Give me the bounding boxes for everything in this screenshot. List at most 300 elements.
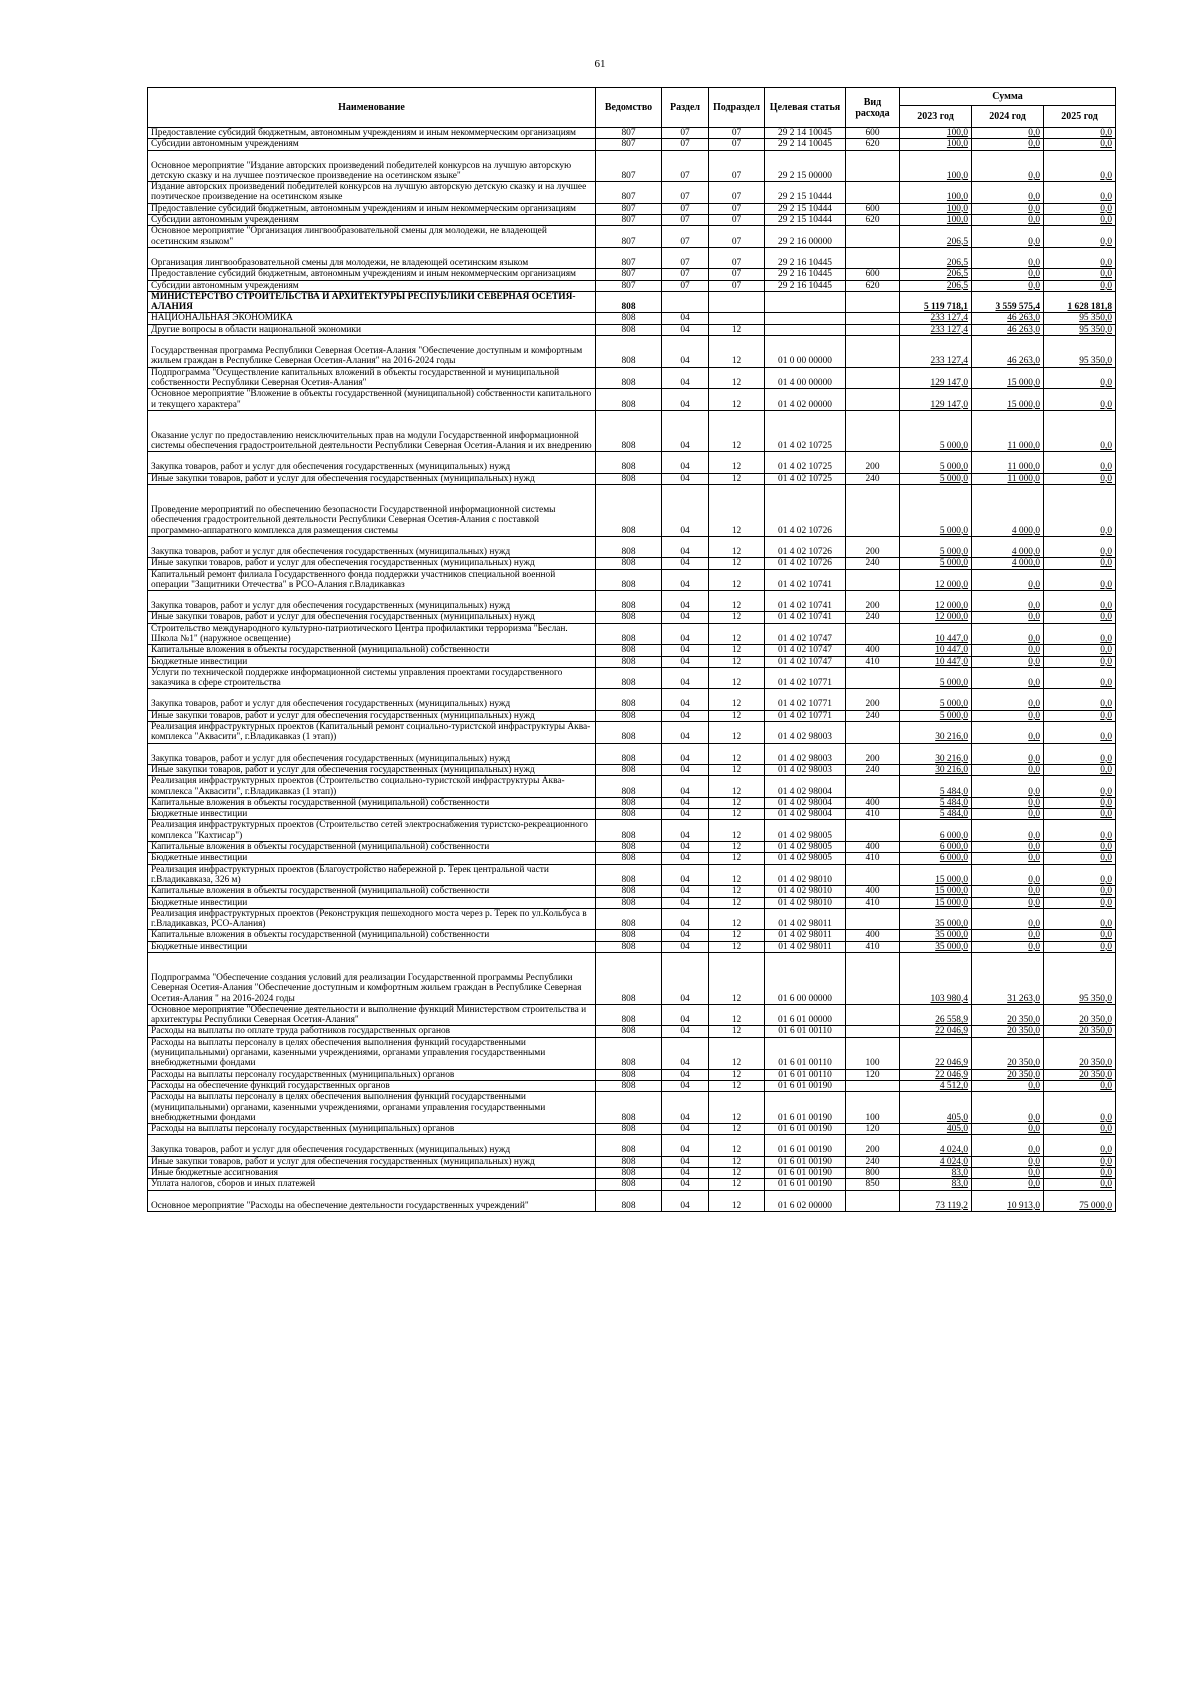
cell-target: 01 6 01 00000: [765, 1004, 846, 1026]
cell-razdel: 04: [662, 710, 709, 721]
cell-name: Реализация инфраструктурных проектов (Реконструкция пешеходного моста через р. Терек по ул.Кольбуса в г.Владикавказ, РСО-Алания): [148, 908, 596, 930]
cell-vid: 620: [846, 139, 900, 150]
cell-y2024: 0,0: [972, 820, 1044, 842]
cell-razdel: 04: [662, 1135, 709, 1156]
cell-y2024: 20 350,0: [972, 1037, 1044, 1069]
cell-vedomstvo: 808: [596, 612, 662, 623]
table-row: [148, 280, 1116, 291]
cell-y2023: 12 000,0: [900, 612, 972, 623]
cell-name: Основное мероприятие "Обеспечение деятельности и выполнение функций Министерством строительства и архитектуры Республики Северная Осетия-Алания": [148, 1004, 596, 1026]
cell-name: Иные закупки товаров, работ и услуг для обеспечения государственных (муниципальных) нужд: [148, 558, 596, 569]
cell-podrazdel: 07: [709, 150, 765, 182]
cell-name: Предоставление субсидий бюджетным, автономным учреждениям и иным некоммерческим организациям: [148, 128, 596, 139]
cell-vid: [846, 182, 900, 204]
cell-podrazdel: 07: [709, 182, 765, 204]
cell-vid: 410: [846, 897, 900, 908]
cell-y2024: 0,0: [972, 864, 1044, 886]
cell-y2024: 0,0: [972, 591, 1044, 612]
cell-y2024: 0,0: [972, 623, 1044, 645]
cell-y2023: 4 512,0: [900, 1080, 972, 1091]
cell-y2024: 0,0: [972, 853, 1044, 864]
cell-name: НАЦИОНАЛЬНАЯ ЭКОНОМИКА: [148, 313, 596, 324]
cell-y2025: 0,0: [1044, 473, 1116, 484]
cell-vid: 200: [846, 452, 900, 473]
cell-razdel: 04: [662, 1069, 709, 1080]
cell-vedomstvo: 808: [596, 722, 662, 744]
cell-name: Реализация инфраструктурных проектов (Благоустройство набережной р. Терек центральной части г.Владикавказа, 326 м): [148, 864, 596, 886]
cell-podrazdel: 12: [709, 886, 765, 897]
cell-y2023: 4 024,0: [900, 1156, 972, 1167]
header-name: Наименование: [148, 88, 596, 128]
cell-y2025: 0,0: [1044, 667, 1116, 689]
cell-podrazdel: 12: [709, 776, 765, 798]
table-row: [148, 809, 1116, 820]
cell-vid: 850: [846, 1179, 900, 1190]
cell-y2023: 83,0: [900, 1179, 972, 1190]
cell-vedomstvo: 807: [596, 215, 662, 226]
table-row: [148, 269, 1116, 280]
cell-podrazdel: 07: [709, 269, 765, 280]
cell-target: 01 4 02 98010: [765, 886, 846, 897]
cell-vid: 240: [846, 612, 900, 623]
cell-vedomstvo: 808: [596, 313, 662, 324]
cell-y2025: 0,0: [1044, 689, 1116, 710]
cell-podrazdel: 12: [709, 953, 765, 1005]
cell-y2024: 3 559 575,4: [972, 291, 1044, 313]
cell-razdel: 04: [662, 645, 709, 656]
cell-razdel: 04: [662, 623, 709, 645]
cell-razdel: 04: [662, 612, 709, 623]
cell-podrazdel: 12: [709, 764, 765, 775]
cell-name: Бюджетные инвестиции: [148, 809, 596, 820]
cell-name: Расходы на выплаты персоналу в целях обеспечения выполнения функций государственными (муниципальными) органами, казенными учреждениями, органами управления государственными внебюджетными фондами: [148, 1092, 596, 1124]
cell-name: Основное мероприятие "Издание авторских произведений победителей конкурсов на лучшую авторскую детскую сказку и на лучшее поэтическое произведение на осетинском языке": [148, 150, 596, 182]
cell-name: Капитальные вложения в объекты государственной (муниципальной) собственности: [148, 645, 596, 656]
cell-razdel: 04: [662, 591, 709, 612]
cell-target: 29 2 16 00000: [765, 226, 846, 248]
cell-name: Основное мероприятие "Расходы на обеспечение деятельности государственных учреждений": [148, 1190, 596, 1211]
cell-target: 01 4 02 98010: [765, 897, 846, 908]
table-row: [148, 473, 1116, 484]
cell-vedomstvo: 808: [596, 776, 662, 798]
cell-vid: [846, 485, 900, 537]
cell-y2025: 0,0: [1044, 820, 1116, 842]
cell-target: 01 4 02 98011: [765, 941, 846, 952]
cell-y2024: 0,0: [972, 1092, 1044, 1124]
cell-y2024: 0,0: [972, 667, 1044, 689]
cell-podrazdel: 12: [709, 1092, 765, 1124]
cell-y2023: 5 000,0: [900, 689, 972, 710]
table-row: [148, 291, 1116, 313]
cell-y2023: 5 000,0: [900, 410, 972, 452]
cell-vid: 800: [846, 1168, 900, 1179]
cell-razdel: 04: [662, 864, 709, 886]
cell-vid: 400: [846, 797, 900, 808]
table-row: [148, 558, 1116, 569]
cell-y2025: 75 000,0: [1044, 1190, 1116, 1211]
cell-razdel: 04: [662, 722, 709, 744]
table-row: [148, 139, 1116, 150]
cell-name: МИНИСТЕРСТВО СТРОИТЕЛЬСТВА И АРХИТЕКТУРЫ РЕСПУБЛИКИ СЕВЕРНАЯ ОСЕТИЯ-АЛАНИЯ: [148, 291, 596, 313]
cell-target: 01 4 02 98011: [765, 908, 846, 930]
cell-vedomstvo: 808: [596, 1004, 662, 1026]
table-header: [148, 88, 1116, 128]
cell-razdel: 04: [662, 1080, 709, 1091]
cell-vid: 600: [846, 203, 900, 214]
cell-vid: 400: [846, 645, 900, 656]
cell-vid: [846, 722, 900, 744]
cell-razdel: 07: [662, 280, 709, 291]
cell-y2025: 0,0: [1044, 1168, 1116, 1179]
cell-vedomstvo: 808: [596, 1179, 662, 1190]
cell-y2025: 20 350,0: [1044, 1026, 1116, 1037]
cell-y2025: 0,0: [1044, 864, 1116, 886]
header-vid: Вид расхода: [846, 88, 900, 128]
cell-y2023: 73 119,2: [900, 1190, 972, 1211]
cell-target: 01 4 02 10725: [765, 452, 846, 473]
cell-target: 01 4 02 98005: [765, 820, 846, 842]
cell-y2023: 206,5: [900, 247, 972, 268]
cell-y2023: 35 000,0: [900, 941, 972, 952]
cell-y2023: 22 046,9: [900, 1026, 972, 1037]
cell-y2025: 0,0: [1044, 139, 1116, 150]
cell-y2025: 0,0: [1044, 645, 1116, 656]
cell-vedomstvo: 808: [596, 1168, 662, 1179]
table-row: [148, 150, 1116, 182]
cell-name: Уплата налогов, сборов и иных платежей: [148, 1179, 596, 1190]
cell-vid: 120: [846, 1069, 900, 1080]
cell-y2024: 0,0: [972, 612, 1044, 623]
table-row: [148, 1080, 1116, 1091]
cell-y2025: 0,0: [1044, 452, 1116, 473]
cell-y2023: 35 000,0: [900, 908, 972, 930]
cell-vedomstvo: 808: [596, 842, 662, 853]
cell-vedomstvo: 808: [596, 953, 662, 1005]
header-razdel: Раздел: [662, 88, 709, 128]
cell-razdel: 04: [662, 820, 709, 842]
cell-razdel: 04: [662, 1168, 709, 1179]
cell-podrazdel: 12: [709, 1004, 765, 1026]
cell-razdel: 04: [662, 1156, 709, 1167]
cell-vid: [846, 820, 900, 842]
cell-podrazdel: 12: [709, 1190, 765, 1211]
cell-podrazdel: 12: [709, 1168, 765, 1179]
cell-podrazdel: 07: [709, 215, 765, 226]
cell-podrazdel: 12: [709, 536, 765, 557]
cell-razdel: 07: [662, 139, 709, 150]
cell-vedomstvo: 808: [596, 336, 662, 368]
cell-y2024: 11 000,0: [972, 410, 1044, 452]
cell-name: Другие вопросы в области национальной экономики: [148, 324, 596, 335]
cell-vedomstvo: 807: [596, 247, 662, 268]
cell-name: Бюджетные инвестиции: [148, 897, 596, 908]
cell-target: 01 4 02 10741: [765, 591, 846, 612]
cell-y2023: 15 000,0: [900, 886, 972, 897]
cell-y2024: 0,0: [972, 797, 1044, 808]
cell-y2025: 0,0: [1044, 269, 1116, 280]
cell-y2023: 5 000,0: [900, 536, 972, 557]
cell-y2023: 10 447,0: [900, 623, 972, 645]
cell-y2024: 4 000,0: [972, 485, 1044, 537]
cell-target: 01 4 02 00000: [765, 389, 846, 411]
table-row: [148, 864, 1116, 886]
table-row: [148, 1004, 1116, 1026]
cell-vid: 200: [846, 1135, 900, 1156]
cell-y2025: 0,0: [1044, 656, 1116, 667]
cell-podrazdel: 12: [709, 569, 765, 591]
cell-razdel: 04: [662, 897, 709, 908]
table-row: [148, 485, 1116, 537]
cell-razdel: 07: [662, 226, 709, 248]
cell-y2023: 30 216,0: [900, 722, 972, 744]
cell-target: 01 4 02 10726: [765, 485, 846, 537]
cell-name: Закупка товаров, работ и услуг для обеспечения государственных (муниципальных) нужд: [148, 743, 596, 764]
cell-target: 01 6 01 00190: [765, 1168, 846, 1179]
cell-vid: 240: [846, 710, 900, 721]
cell-y2025: 95 350,0: [1044, 313, 1116, 324]
cell-vedomstvo: 808: [596, 853, 662, 864]
table-row: [148, 389, 1116, 411]
cell-vedomstvo: 808: [596, 1156, 662, 1167]
cell-y2024: 0,0: [972, 645, 1044, 656]
cell-y2023: 6 000,0: [900, 853, 972, 864]
cell-podrazdel: 12: [709, 389, 765, 411]
cell-y2024: 0,0: [972, 1135, 1044, 1156]
cell-vid: [846, 908, 900, 930]
cell-razdel: 07: [662, 182, 709, 204]
cell-vid: [846, 1080, 900, 1091]
table-row: [148, 410, 1116, 452]
cell-y2023: 100,0: [900, 215, 972, 226]
cell-target: 29 2 14 10045: [765, 139, 846, 150]
cell-razdel: 07: [662, 269, 709, 280]
cell-name: Бюджетные инвестиции: [148, 656, 596, 667]
cell-name: Субсидии автономным учреждениям: [148, 139, 596, 150]
cell-target: 01 6 01 00190: [765, 1080, 846, 1091]
cell-name: Бюджетные инвестиции: [148, 853, 596, 864]
cell-name: Проведение мероприятий по обеспечению безопасности Государственной информационной системы обеспечения градостроительной деятельности Республики Северная Осетия-Алания с поставкой программно-аппаратного комплекса для размещения системы: [148, 485, 596, 537]
cell-name: Капитальные вложения в объекты государственной (муниципальной) собственности: [148, 886, 596, 897]
cell-podrazdel: 12: [709, 645, 765, 656]
cell-y2025: 0,0: [1044, 842, 1116, 853]
cell-y2023: 6 000,0: [900, 842, 972, 853]
cell-target: 29 2 15 10444: [765, 203, 846, 214]
cell-razdel: 04: [662, 410, 709, 452]
cell-y2023: 100,0: [900, 139, 972, 150]
cell-target: 01 4 02 98003: [765, 764, 846, 775]
cell-razdel: 04: [662, 1026, 709, 1037]
cell-vedomstvo: 808: [596, 743, 662, 764]
cell-y2025: 0,0: [1044, 389, 1116, 411]
cell-razdel: 04: [662, 389, 709, 411]
cell-razdel: 04: [662, 536, 709, 557]
table-row: [148, 710, 1116, 721]
cell-target: 01 4 02 98004: [765, 797, 846, 808]
cell-razdel: 04: [662, 1037, 709, 1069]
cell-vid: [846, 291, 900, 313]
cell-vedomstvo: 807: [596, 139, 662, 150]
cell-y2023: 5 119 718,1: [900, 291, 972, 313]
cell-y2024: 0,0: [972, 930, 1044, 941]
table-row: [148, 886, 1116, 897]
cell-y2023: 15 000,0: [900, 897, 972, 908]
cell-y2024: 4 000,0: [972, 558, 1044, 569]
cell-y2023: 206,5: [900, 269, 972, 280]
cell-name: Расходы на выплаты персоналу государственных (муниципальных) органов: [148, 1124, 596, 1135]
cell-podrazdel: 12: [709, 1080, 765, 1091]
cell-podrazdel: 12: [709, 930, 765, 941]
cell-target: 29 2 15 10444: [765, 215, 846, 226]
cell-podrazdel: 12: [709, 623, 765, 645]
cell-vid: 620: [846, 280, 900, 291]
cell-y2023: 22 046,9: [900, 1069, 972, 1080]
cell-vedomstvo: 808: [596, 558, 662, 569]
cell-y2024: 15 000,0: [972, 367, 1044, 389]
cell-vedomstvo: 807: [596, 182, 662, 204]
cell-target: 01 4 02 10747: [765, 645, 846, 656]
cell-y2025: 0,0: [1044, 1179, 1116, 1190]
cell-target: 29 2 15 10444: [765, 182, 846, 204]
cell-vedomstvo: 808: [596, 410, 662, 452]
table-row: [148, 941, 1116, 952]
cell-y2023: 10 447,0: [900, 656, 972, 667]
cell-target: 01 4 02 98010: [765, 864, 846, 886]
cell-target: 29 2 16 10445: [765, 269, 846, 280]
cell-name: Иные закупки товаров, работ и услуг для обеспечения государственных (муниципальных) нужд: [148, 1156, 596, 1167]
cell-y2023: 206,5: [900, 226, 972, 248]
cell-name: Расходы на выплаты персоналу в целях обеспечения выполнения функций государственными (муниципальными) органами, казенными учреждениями, органами управления государственными внебюджетными фондами: [148, 1037, 596, 1069]
cell-y2023: 5 000,0: [900, 667, 972, 689]
cell-vedomstvo: 808: [596, 930, 662, 941]
cell-y2023: 100,0: [900, 150, 972, 182]
cell-y2025: 0,0: [1044, 1135, 1116, 1156]
cell-y2023: 15 000,0: [900, 864, 972, 886]
table-row: [148, 536, 1116, 557]
cell-target: 29 2 15 00000: [765, 150, 846, 182]
cell-podrazdel: 12: [709, 842, 765, 853]
cell-target: 29 2 16 10445: [765, 247, 846, 268]
cell-vedomstvo: 808: [596, 1080, 662, 1091]
cell-target: 01 6 01 00110: [765, 1026, 846, 1037]
cell-name: Иные закупки товаров, работ и услуг для обеспечения государственных (муниципальных) нужд: [148, 710, 596, 721]
cell-podrazdel: 12: [709, 710, 765, 721]
cell-podrazdel: 12: [709, 1135, 765, 1156]
cell-podrazdel: 07: [709, 128, 765, 139]
cell-y2025: 0,0: [1044, 941, 1116, 952]
cell-razdel: 04: [662, 776, 709, 798]
cell-y2024: 0,0: [972, 128, 1044, 139]
cell-y2025: 95 350,0: [1044, 336, 1116, 368]
cell-vedomstvo: 808: [596, 689, 662, 710]
table-row: [148, 336, 1116, 368]
cell-vid: [846, 864, 900, 886]
cell-vid: 240: [846, 1156, 900, 1167]
cell-y2024: 0,0: [972, 941, 1044, 952]
cell-y2024: 0,0: [972, 743, 1044, 764]
cell-y2025: 95 350,0: [1044, 324, 1116, 335]
table-row: [148, 1156, 1116, 1167]
cell-y2025: 0,0: [1044, 809, 1116, 820]
header-target: Целевая статья: [765, 88, 846, 128]
cell-y2024: 11 000,0: [972, 473, 1044, 484]
cell-y2025: 0,0: [1044, 280, 1116, 291]
cell-razdel: 04: [662, 743, 709, 764]
cell-podrazdel: 07: [709, 247, 765, 268]
table-row: [148, 689, 1116, 710]
table-row: [148, 128, 1116, 139]
cell-razdel: 04: [662, 452, 709, 473]
cell-vedomstvo: 808: [596, 656, 662, 667]
cell-target: 01 4 02 98004: [765, 809, 846, 820]
cell-name: Иные закупки товаров, работ и услуг для обеспечения государственных (муниципальных) нужд: [148, 764, 596, 775]
cell-name: Реализация инфраструктурных проектов (Капитальный ремонт социально-туристской инфраструктуры Аква-комплекса "Аквасити", г.Владикавказ (1 этап)): [148, 722, 596, 744]
cell-y2025: 0,0: [1044, 776, 1116, 798]
cell-podrazdel: 12: [709, 853, 765, 864]
cell-vedomstvo: 808: [596, 389, 662, 411]
table-row: [148, 764, 1116, 775]
cell-razdel: 04: [662, 1190, 709, 1211]
cell-y2025: 0,0: [1044, 897, 1116, 908]
cell-vid: [846, 336, 900, 368]
table-row: [148, 797, 1116, 808]
cell-name: Закупка товаров, работ и услуг для обеспечения государственных (муниципальных) нужд: [148, 452, 596, 473]
cell-razdel: [662, 291, 709, 313]
cell-vid: [846, 1190, 900, 1211]
cell-target: 01 6 00 00000: [765, 953, 846, 1005]
cell-y2024: 0,0: [972, 1179, 1044, 1190]
cell-vid: 400: [846, 930, 900, 941]
table-row: [148, 569, 1116, 591]
cell-y2025: 0,0: [1044, 536, 1116, 557]
cell-target: 01 4 00 00000: [765, 367, 846, 389]
cell-target: 01 4 02 10741: [765, 612, 846, 623]
cell-vid: [846, 313, 900, 324]
cell-podrazdel: 12: [709, 1179, 765, 1190]
table-row: [148, 1026, 1116, 1037]
cell-vid: 620: [846, 215, 900, 226]
cell-y2025: 0,0: [1044, 558, 1116, 569]
cell-y2025: 0,0: [1044, 623, 1116, 645]
cell-name: Закупка товаров, работ и услуг для обеспечения государственных (муниципальных) нужд: [148, 1135, 596, 1156]
cell-vedomstvo: 807: [596, 150, 662, 182]
cell-podrazdel: [709, 313, 765, 324]
table-row: [148, 226, 1116, 248]
table-row: [148, 313, 1116, 324]
cell-y2023: 233 127,4: [900, 313, 972, 324]
cell-y2025: 20 350,0: [1044, 1037, 1116, 1069]
cell-name: Капитальные вложения в объекты государственной (муниципальной) собственности: [148, 930, 596, 941]
cell-vid: 410: [846, 853, 900, 864]
cell-y2023: 12 000,0: [900, 569, 972, 591]
cell-y2023: 5 484,0: [900, 809, 972, 820]
cell-razdel: 07: [662, 203, 709, 214]
table-row: [148, 1179, 1116, 1190]
cell-target: 01 4 02 10747: [765, 623, 846, 645]
table-row: [148, 367, 1116, 389]
page-number: 61: [594, 58, 606, 70]
cell-podrazdel: 12: [709, 722, 765, 744]
table-row: [148, 722, 1116, 744]
cell-podrazdel: 12: [709, 558, 765, 569]
cell-name: Субсидии автономным учреждениям: [148, 280, 596, 291]
cell-target: 01 4 02 98005: [765, 842, 846, 853]
cell-y2024: 0,0: [972, 908, 1044, 930]
cell-y2025: 1 628 181,8: [1044, 291, 1116, 313]
cell-name: Иные закупки товаров, работ и услуг для обеспечения государственных (муниципальных) нужд: [148, 612, 596, 623]
cell-name: Бюджетные инвестиции: [148, 941, 596, 952]
cell-vedomstvo: 808: [596, 452, 662, 473]
cell-y2024: 4 000,0: [972, 536, 1044, 557]
